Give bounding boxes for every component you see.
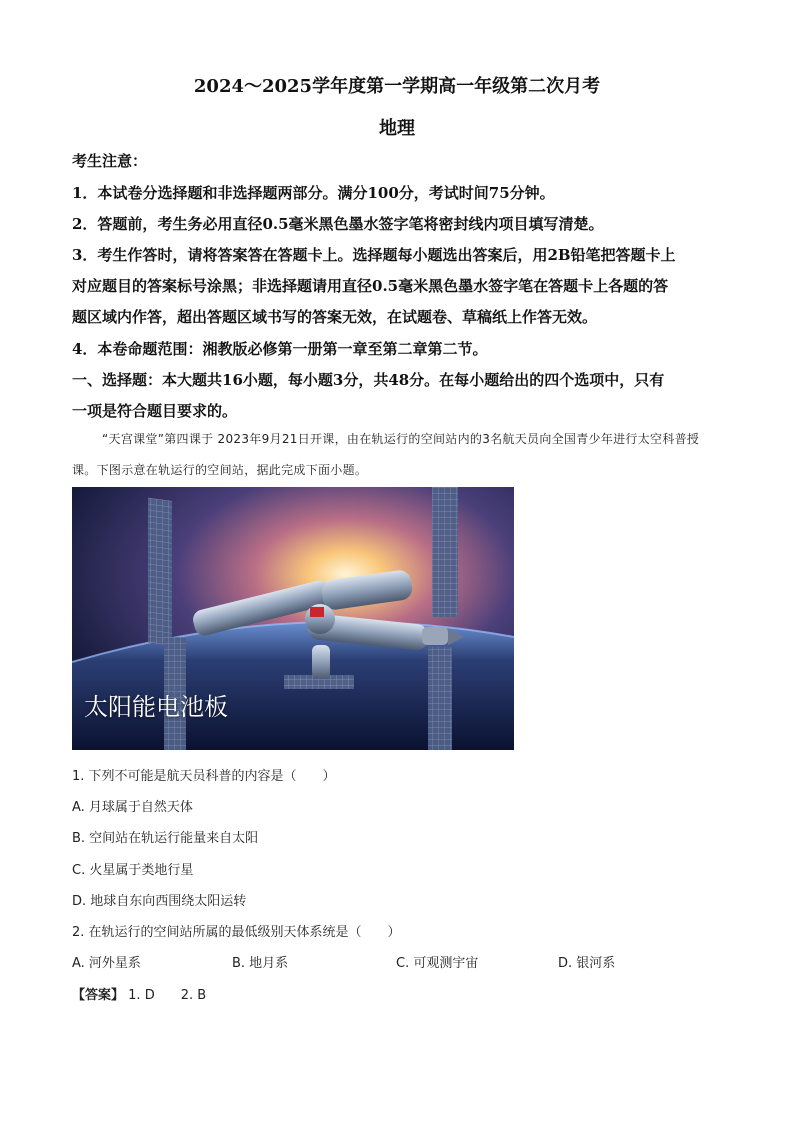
section-heading-cont: 一项是符合题目要求的。 (72, 402, 238, 420)
question-1-option: A. 月球属于自然天体 (72, 800, 193, 815)
figure-caption: 太阳能电池板 (84, 693, 228, 721)
question-2-option: A. 河外星系 (72, 956, 141, 971)
question-2-stem: 2. 在轨运行的空间站所属的最低级别天体系统是（ ） (72, 925, 401, 940)
subject-title: 地理 (379, 118, 415, 139)
exam-title: 2024～2025学年度第一学期高一年级第二次月考 (193, 76, 601, 97)
section-heading: 一、选择题：本大题共16小题，每小题3分，共48分。在每小题给出的四个选项中，只有 (72, 371, 665, 389)
notice-item: 题区域内作答，超出答题区域书写的答案无效，在试题卷、草稿纸上作答无效。 (72, 308, 598, 326)
space-station-figure (72, 487, 514, 750)
question-2-option: D. 银河系 (558, 956, 616, 971)
answer-line (72, 984, 206, 1003)
notice-item: 3．考生作答时，请将答案答在答题卡上。选择题每小题选出答案后，用2B铅笔把答题卡上 (72, 246, 676, 264)
notice-item: 对应题目的答案标号涂黑；非选择题请用直径0.5毫米黑色墨水签字笔在答题卡上各题的答 (72, 277, 669, 295)
question-1-option: B. 空间站在轨运行能量来自太阳 (72, 831, 259, 846)
question-intro: “天宫课堂”第四课于 2023年9月21日开课，由在轨运行的空间站内的3名航天员向全国青少年进行太空科普授课。下图示意在轨运行的空间站，据此完成下面小题。 (72, 432, 700, 477)
question-1-option: C. 火星属于类地行星 (72, 863, 194, 878)
notice-item: 1．本试卷分选择题和非选择题两部分。满分100分，考试时间75分钟。 (72, 184, 555, 202)
question-1-option: D. 地球自东向西围绕太阳运转 (72, 894, 247, 909)
notice-item: 4．本卷命题范围：湘教版必修第一册第一章至第二章第二节。 (72, 340, 488, 358)
notice-heading: 考生注意： (72, 152, 148, 170)
answer-values: 1. D 2. B (128, 988, 207, 1003)
question-2-option: B. 地月系 (232, 956, 289, 971)
answer-tag: 【答案】 (72, 988, 125, 1003)
question-1-stem: 1. 下列不可能是航天员科普的内容是（ ） (72, 769, 336, 784)
question-2-option: C. 可观测宇宙 (396, 956, 479, 971)
notice-item: 2．答题前，考生务必用直径0.5毫米黑色墨水签字笔将密封线内项目填写清楚。 (72, 215, 604, 233)
